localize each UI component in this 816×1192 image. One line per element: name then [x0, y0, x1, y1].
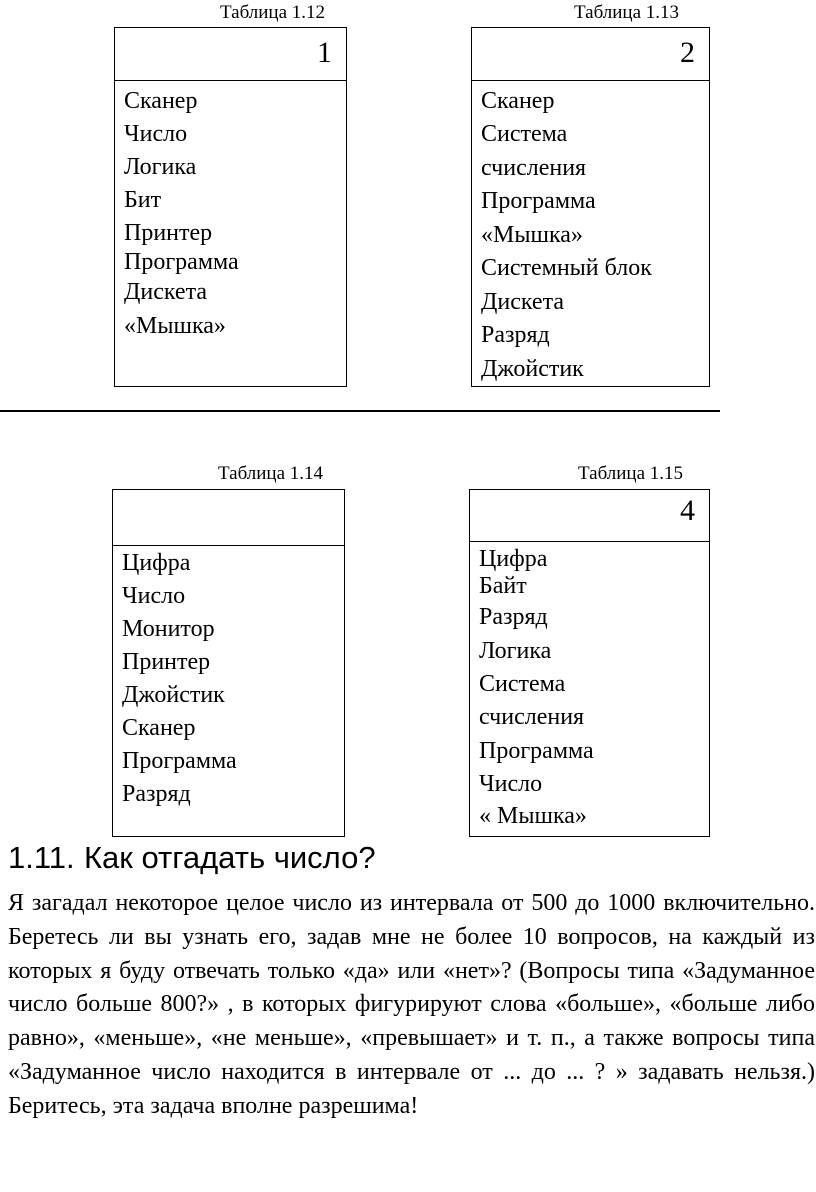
table-header — [470, 490, 709, 542]
list-item: Сканер — [124, 88, 198, 114]
list-item: Бит — [124, 187, 162, 213]
section-number: 1.11. — [8, 840, 75, 875]
list-item: « Мышка» — [479, 803, 587, 829]
list-item: Программа — [481, 188, 596, 214]
table-number: 2 — [680, 36, 695, 69]
list-item: Джойстик — [481, 356, 584, 382]
list-item: счисления — [479, 704, 585, 730]
list-item: Принтер — [122, 649, 211, 675]
table-caption: Таблица 1.13 — [574, 2, 680, 23]
list-item: «Мышка» — [124, 313, 226, 339]
list-item: Системный блок — [481, 255, 652, 281]
list-item: Цифра — [122, 550, 191, 576]
table-1-13 — [471, 27, 710, 387]
list-item: Логика — [479, 638, 552, 664]
list-item: Число — [124, 121, 188, 147]
list-item: Разряд — [481, 322, 550, 348]
table-header — [472, 28, 709, 81]
table-1-15 — [469, 489, 710, 837]
section-paragraph: Я загадал некоторое целое число из интервала от 500 до 1000 включительно. Беретесь ли вы узнать его, задав мне не более 10 вопросов, на каждый из которых я буду отвечать только «да» или «нет»? (Вопросы типа «Задуманное число больше 800?» , в которых фигурируют слова «больше», «больше либо равно», «меньше», «не меньше», «превышает» и т. п., а также вопросы типа «Задуманное число находится в интервале от ... до ... ? » задавать нельзя.) Беритесь, эта задача вполне разрешима! — [8, 890, 815, 1119]
table-1-12 — [114, 27, 347, 387]
list-item: Монитор — [122, 616, 215, 642]
list-item: Сканер — [122, 715, 196, 741]
list-item: Байт — [479, 573, 527, 599]
list-item: Принтер — [124, 220, 213, 246]
list-item: счисления — [481, 155, 587, 181]
list-item: Число — [122, 583, 186, 609]
divider-line — [0, 410, 720, 412]
list-item: Джойстик — [122, 682, 225, 708]
list-item: Программа — [122, 748, 237, 774]
list-item: Система — [479, 671, 566, 697]
list-item: Разряд — [479, 604, 548, 630]
list-item: Дискета — [124, 279, 208, 305]
list-item: «Мышка» — [481, 222, 583, 248]
table-caption: Таблица 1.14 — [218, 463, 324, 484]
table-header — [115, 28, 346, 81]
list-item: Дискета — [481, 289, 565, 315]
table-caption: Таблица 1.15 — [578, 463, 684, 484]
table-1-14 — [112, 489, 345, 837]
section-title: Как отгадать число? — [84, 840, 376, 875]
list-item: Сканер — [481, 88, 555, 114]
table-header — [113, 490, 344, 546]
section-heading — [8, 840, 376, 876]
list-item: Разряд — [122, 781, 191, 807]
list-item: Число — [479, 771, 543, 797]
table-caption: Таблица 1.12 — [220, 2, 326, 23]
list-item: Система — [481, 121, 568, 147]
list-item: Логика — [124, 154, 197, 180]
table-number: 1 — [317, 36, 332, 69]
list-item: Программа — [479, 738, 594, 764]
table-number: 4 — [680, 494, 695, 527]
list-item: Цифра — [479, 546, 548, 572]
list-item: Программа — [124, 249, 239, 275]
